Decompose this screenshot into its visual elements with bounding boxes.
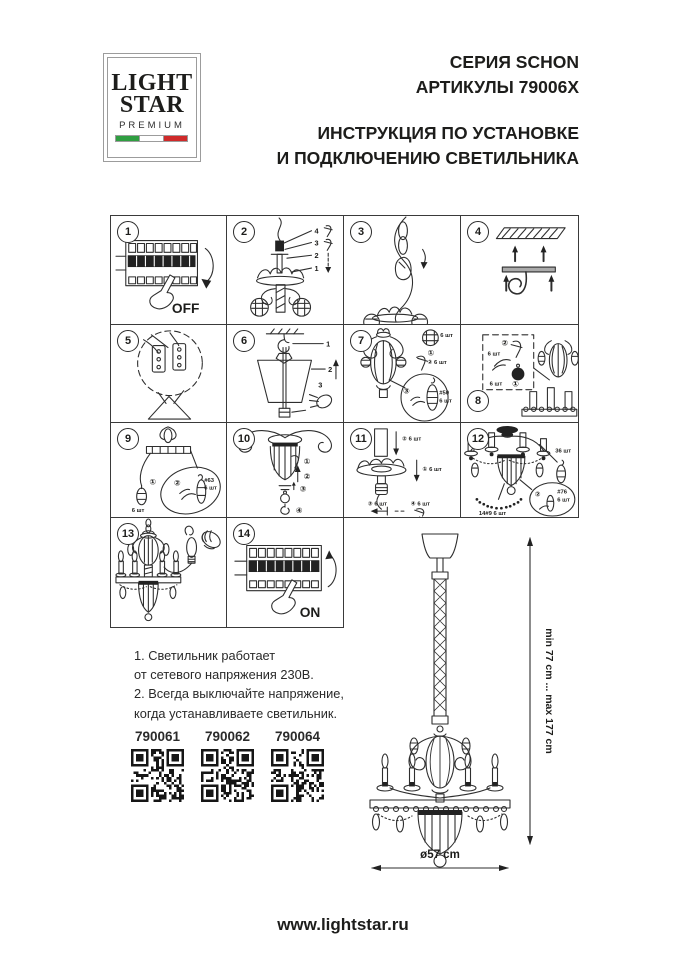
note-line: от сетевого напряжения 230В. (134, 667, 314, 683)
step-3-cell (343, 215, 461, 325)
step-5-cell (110, 324, 227, 423)
circled-number: ② (173, 478, 181, 488)
note-line: 1. Светильник работает (134, 648, 276, 663)
chain-label: 14#9 6 шт (478, 511, 507, 517)
qty-label: ④ 6 шт (410, 501, 431, 508)
step-number: 1 (117, 221, 139, 243)
part-label: 4 (314, 226, 319, 236)
arrow-head (421, 262, 428, 269)
logo-word-light: LIGHT (111, 70, 193, 97)
safety-notes (134, 646, 344, 723)
ceiling-canopy (422, 534, 458, 558)
arrow-head (325, 267, 331, 273)
off-label: OFF (171, 301, 200, 317)
note-line: 2. Всегда выключайте напряжение, (134, 686, 344, 702)
note-line: когда устанавливаете светильник. (134, 705, 337, 721)
step-number: 8 (467, 390, 489, 412)
step-number: 5 (117, 330, 139, 352)
article-number: 790062 (204, 729, 251, 744)
flag-stripe-white (139, 135, 164, 142)
step-number: 10 (233, 428, 255, 450)
qty-label: ① 6 шт (422, 466, 442, 473)
qr-item (271, 729, 324, 802)
ceiling-hook (509, 272, 527, 294)
step-2-cell (226, 215, 344, 325)
part-label: 3 (318, 380, 323, 390)
step-9-cell (110, 422, 227, 518)
step-13-cell (110, 517, 227, 628)
step-number: 4 (467, 221, 489, 243)
step-number: 12 (467, 428, 489, 450)
italian-flag (116, 135, 188, 142)
qty-label: 6 шт (204, 485, 217, 492)
hook-icon (324, 239, 332, 250)
logo-word-star: STAR (119, 92, 185, 118)
step-number: 7 (350, 330, 372, 352)
qr-code (131, 749, 184, 802)
qty-label: 6 шт (557, 497, 570, 504)
part-number: #50 (439, 390, 450, 397)
step-number: 9 (117, 428, 139, 450)
circled-number: ② (303, 471, 311, 481)
series-title: СЕРИЯ SCHON (449, 52, 579, 72)
lightstar-logo (103, 53, 201, 162)
article-number: 790064 (274, 729, 321, 744)
qty-label: ② 6 шт (427, 360, 447, 367)
circled-number: ④ (295, 506, 303, 516)
crystal-ball-icon (512, 368, 525, 381)
qty-label: ③ 6 шт (367, 501, 387, 508)
qty-label: 6 шт (440, 332, 453, 339)
qty-label: 36 шт (555, 448, 572, 455)
hook-icon (281, 504, 289, 514)
crystal-ball-icon (423, 330, 439, 346)
qty-label: ② 6 шт (402, 436, 422, 443)
circled-number: ② (501, 338, 509, 348)
website-url[interactable]: www.lightstar.ru (277, 915, 409, 934)
circled-number: ② (534, 491, 541, 499)
hook-icon (511, 341, 522, 357)
hook-icon (417, 356, 428, 370)
flag-stripe-red (163, 135, 188, 142)
logo-word-premium: PREMIUM (119, 119, 185, 131)
part-number: #63 (204, 477, 215, 484)
circled-number: ① (303, 457, 311, 467)
step-number: 2 (233, 221, 255, 243)
part-label: 3 (314, 238, 319, 248)
step-number: 13 (117, 523, 139, 545)
step-4-cell (460, 215, 579, 325)
hook-icon (324, 226, 332, 237)
step-11-cell (343, 422, 461, 518)
height-dimension-label: min 77 cm ... max 177 cm (543, 628, 555, 754)
qr-section (131, 729, 324, 802)
part-number: #76 (557, 489, 567, 496)
candle-bulb (187, 538, 197, 558)
instruction-title-line2: И ПОДКЛЮЧЕНИЮ СВЕТИЛЬНИКА (276, 147, 579, 168)
chandelier-drawing (354, 528, 584, 880)
part-label: 1 (314, 263, 319, 273)
arrow-head (325, 550, 333, 559)
articles-title: АРТИКУЛЫ 79006X (415, 76, 579, 97)
circled-number: ③ (402, 386, 410, 396)
step-1-cell (110, 215, 227, 325)
circled-number: ① (149, 477, 157, 487)
chandelier-dimension-diagram (354, 528, 584, 880)
circled-number: ① (512, 379, 519, 389)
step-10-cell (226, 422, 344, 518)
step-8-cell (460, 324, 579, 423)
circled-number: ③ (299, 484, 307, 494)
qr-code (201, 749, 254, 802)
arrow-head (201, 279, 211, 289)
step-7-cell (343, 324, 461, 423)
qr-code (271, 749, 324, 802)
step-number: 3 (350, 221, 372, 243)
step-number: 11 (350, 428, 372, 450)
step-number: 14 (233, 523, 255, 545)
hook-icon (415, 509, 424, 517)
qr-item (201, 729, 254, 802)
lightstar-logo-frame (107, 57, 197, 158)
step-6-cell (226, 324, 344, 423)
step-14-cell (226, 517, 344, 628)
part-label: 2 (328, 365, 333, 375)
step-number: 6 (233, 330, 255, 352)
instruction-title-line1: ИНСТРУКЦИЯ ПО УСТАНОВКЕ (317, 123, 579, 143)
diameter-dimension-label: ø57 cm (420, 849, 460, 861)
part-label: 2 (314, 251, 319, 261)
qr-item (131, 729, 184, 802)
header-text (277, 50, 579, 170)
article-number: 790061 (134, 729, 181, 744)
step-12-cell (460, 422, 579, 518)
part-label: 1 (326, 339, 331, 349)
pointing-hand (272, 580, 297, 614)
on-label: ON (299, 605, 321, 621)
flag-stripe-green (115, 135, 140, 142)
qty-label: 6 шт (439, 398, 452, 405)
qty-label: 6 шт (131, 508, 145, 515)
qty-label: 6 шт (487, 351, 501, 358)
circled-number: ① (427, 348, 435, 358)
qty-label: 6 шт (489, 381, 503, 388)
